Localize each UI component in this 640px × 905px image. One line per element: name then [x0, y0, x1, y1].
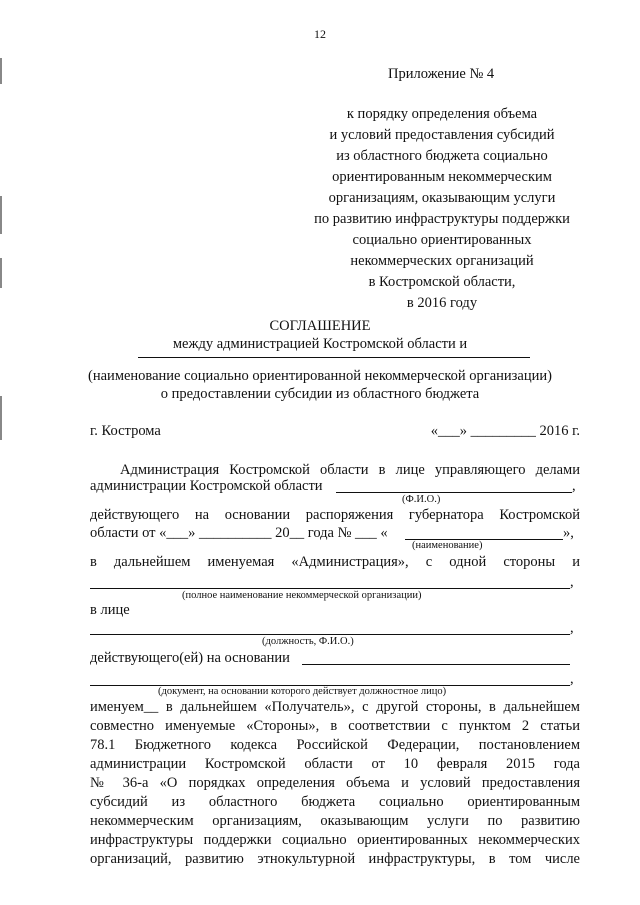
appendix-title: Приложение № 4 — [388, 66, 495, 82]
appendix-line: социально ориентированных — [352, 232, 532, 248]
body-line: 78.1 Бюджетного кодекса Российской Федерации, постановлением — [90, 737, 580, 753]
place: г. Кострома — [90, 423, 161, 439]
basis-rule — [302, 663, 570, 665]
body-line: администрации Костромской области от 10 февраля 2015 года — [90, 756, 580, 772]
appendix-line: в Костромской области, — [368, 274, 516, 290]
comma: , — [570, 671, 574, 687]
comma: , — [572, 478, 576, 494]
doc-caption: (документ, на основании которого действует должностное лицо) — [158, 686, 447, 697]
org-name-rule — [138, 356, 530, 358]
body-line: администрации Костромской области — [90, 478, 323, 494]
page-number: 12 — [314, 27, 326, 41]
org-full-name-caption: (полное наименование некоммерческой организации) — [182, 590, 422, 601]
quote-close: », — [563, 525, 574, 541]
name-caption: (наименование) — [412, 540, 483, 551]
body-line: Администрация Костромской области в лице управляющего делами — [120, 462, 580, 478]
appendix-line: по развитию инфраструктуры поддержки — [314, 211, 570, 227]
fio-caption: (Ф.И.О.) — [402, 494, 441, 505]
comma: , — [570, 574, 574, 590]
agreement-subject: о предоставлении субсидии из областного бюджета — [160, 386, 480, 402]
appendix-block — [298, 104, 586, 314]
fio-rule — [336, 491, 572, 493]
body-line: некоммерческим организациям, оказывающим услуги по развитию — [90, 813, 580, 829]
scan-mark — [0, 58, 2, 84]
body-line: организаций, развитию этнокультурной инфраструктуры, в том числе — [90, 851, 580, 867]
agreement-title: СОГЛАШЕНИЕ — [269, 318, 371, 334]
body-line: области от «___» __________ 20__ года № ___ « — [90, 525, 388, 541]
in-person: в лице — [90, 602, 130, 618]
paragraph-2 — [90, 698, 580, 869]
org-name-caption: (наименование социально ориентированной некоммерческой организации) — [88, 368, 552, 384]
scan-mark — [0, 258, 2, 288]
agreement-subtitle: между администрацией Костромской области и — [172, 336, 468, 352]
position-rule — [90, 633, 570, 635]
body-line: субсидий из областного бюджета социально ориентированным — [90, 794, 580, 810]
appendix-line: к порядку определения объема — [346, 106, 538, 122]
appendix-line: организациям, оказывающим услуги — [328, 190, 556, 206]
appendix-line: некоммерческих организаций — [350, 253, 534, 269]
body-line: действующего на основании распоряжения губернатора Костромской — [90, 507, 580, 523]
date-line: «___» _________ 2016 г. — [430, 423, 580, 439]
body-line: инфраструктуры поддержки социально ориентированных некоммерческих — [90, 832, 580, 848]
appendix-line: в 2016 году — [406, 295, 478, 311]
position-caption: (должность, Ф.И.О.) — [262, 636, 354, 647]
body-line: № 36-а «О порядках определения объема и условий предоставления — [90, 775, 580, 791]
acting-on: действующего(ей) на основании — [90, 650, 290, 666]
appendix-line: и условий предоставления субсидий — [329, 127, 555, 143]
appendix-line: ориентированным некоммерческим — [332, 169, 552, 185]
org-full-name-rule — [90, 587, 570, 589]
body-line: именуем__ в дальнейшем «Получатель», с другой стороны, в дальнейшем — [90, 699, 580, 715]
body-line: совместно именуемые «Стороны», в соответствии с пунктом 2 статьи — [90, 718, 580, 734]
comma: , — [570, 620, 574, 636]
appendix-line: из областного бюджета социально — [336, 148, 548, 164]
scan-mark — [0, 196, 2, 234]
body-line: в дальнейшем именуемая «Администрация», с одной стороны и — [90, 554, 580, 570]
